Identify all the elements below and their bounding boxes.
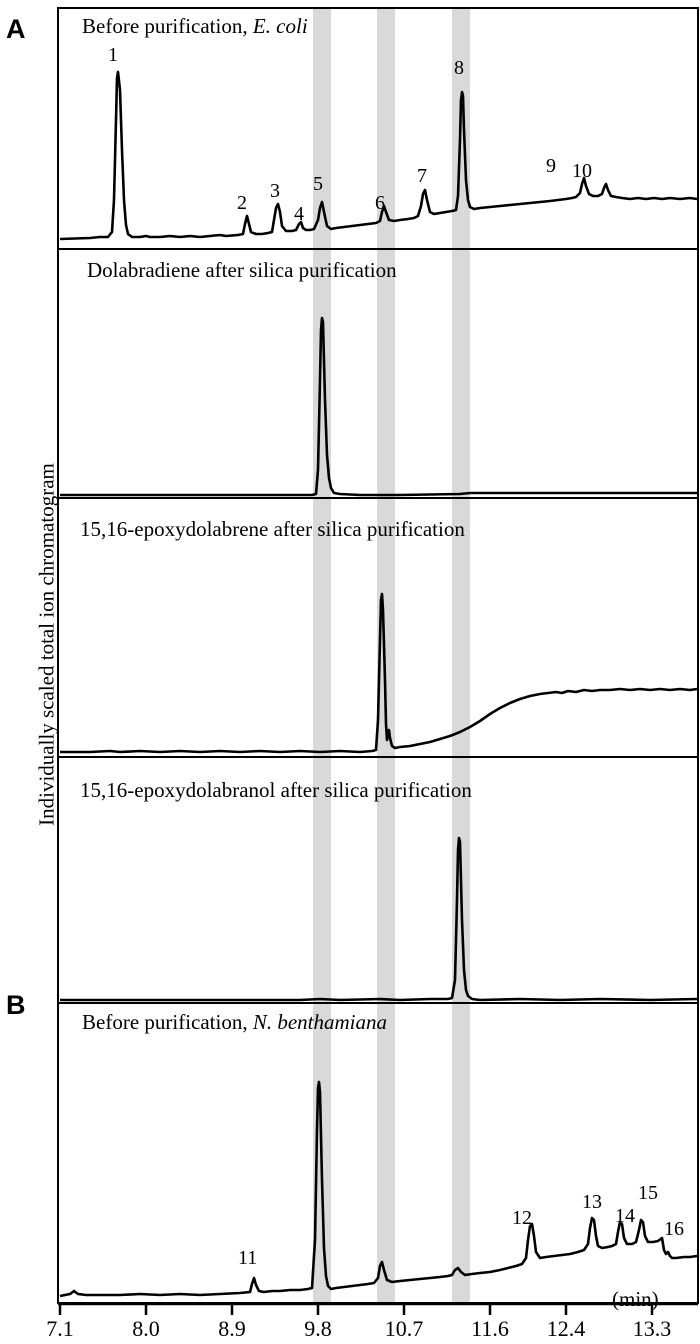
peak-label-9: 9 xyxy=(546,155,556,177)
x-tick-4: 10.7 xyxy=(384,1316,424,1341)
panel-letter-a: A xyxy=(6,14,26,44)
peak-label-15: 15 xyxy=(638,1182,658,1204)
peak-label-10: 10 xyxy=(572,160,592,182)
x-tick-7: 13.3 xyxy=(632,1316,672,1341)
trace-title-3: 15,16-epoxydolabrene after silica purification xyxy=(80,517,465,541)
panel-letter-b: B xyxy=(6,990,26,1020)
x-tick-6: 12.4 xyxy=(546,1316,586,1341)
x-tick-1: 8.0 xyxy=(132,1316,160,1341)
peak-label-3: 3 xyxy=(270,180,280,202)
x-tick-5: 11.6 xyxy=(471,1316,509,1341)
y-axis-label: Individually scaled total ion chromatogram xyxy=(34,463,59,826)
peak-label-2: 2 xyxy=(237,192,247,214)
peak-label-14: 14 xyxy=(615,1205,635,1227)
trace-title-2: Dolabradiene after silica purification xyxy=(87,258,397,282)
trace-title-4: 15,16-epoxydolabranol after silica purification xyxy=(80,778,472,802)
peak-label-13: 13 xyxy=(582,1191,602,1213)
peak-label-1: 1 xyxy=(108,44,118,66)
highlight-bands xyxy=(313,8,470,1303)
peak-label-16: 16 xyxy=(664,1218,684,1240)
x-axis-unit-label: (min) xyxy=(612,1287,659,1311)
x-tick-2: 8.9 xyxy=(218,1316,246,1341)
trace-title-1: Before purification, E. coli xyxy=(82,14,308,38)
peak-label-11: 11 xyxy=(238,1247,258,1269)
peak-label-7: 7 xyxy=(417,165,427,187)
trace-title-5: Before purification, N. benthamiana xyxy=(82,1010,388,1034)
x-tick-3: 9.8 xyxy=(304,1316,332,1341)
peak-label-12: 12 xyxy=(512,1207,532,1229)
peak-label-5: 5 xyxy=(313,173,323,195)
peak-label-4: 4 xyxy=(294,203,304,225)
peak-label-8: 8 xyxy=(454,57,464,79)
x-tick-0: 7.1 xyxy=(46,1316,74,1341)
peak-label-6: 6 xyxy=(375,192,385,214)
